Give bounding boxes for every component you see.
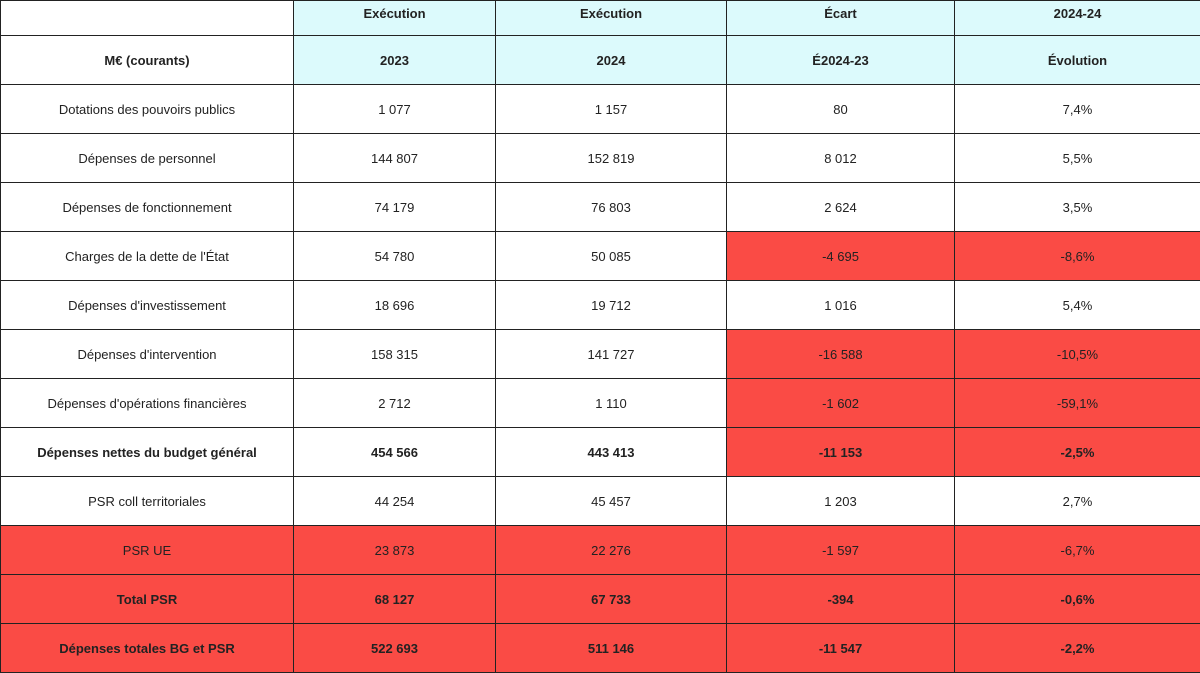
header-corner-cell xyxy=(1,1,294,36)
header-unit-label: M€ (courants) xyxy=(1,36,294,85)
row-label: Dépenses de personnel xyxy=(1,134,294,183)
table-row xyxy=(1,575,1200,624)
table-row xyxy=(1,428,1200,477)
value-2023: 522 693 xyxy=(294,624,496,673)
table-row xyxy=(1,624,1200,673)
header-year-2024: 2024 xyxy=(496,36,727,85)
value-evolution: -2,2% xyxy=(955,624,1200,673)
value-ecart: -11 153 xyxy=(727,428,955,477)
value-ecart: 1 203 xyxy=(727,477,955,526)
header-row-2 xyxy=(1,36,1200,85)
value-2024: 152 819 xyxy=(496,134,727,183)
value-2024: 19 712 xyxy=(496,281,727,330)
value-evolution: 3,5% xyxy=(955,183,1200,232)
value-ecart: -4 695 xyxy=(727,232,955,281)
value-ecart: -1 597 xyxy=(727,526,955,575)
value-ecart: -1 602 xyxy=(727,379,955,428)
row-label: Total PSR xyxy=(1,575,294,624)
value-evolution: 7,4% xyxy=(955,85,1200,134)
value-ecart: -16 588 xyxy=(727,330,955,379)
value-2024: 45 457 xyxy=(496,477,727,526)
header-ecart: Écart xyxy=(727,1,955,36)
value-evolution: -6,7% xyxy=(955,526,1200,575)
row-label: Dépenses d'investissement xyxy=(1,281,294,330)
value-2024: 511 146 xyxy=(496,624,727,673)
header-execution-2023: Exécution xyxy=(294,1,496,36)
table-row xyxy=(1,232,1200,281)
table-row xyxy=(1,183,1200,232)
value-evolution: 2,7% xyxy=(955,477,1200,526)
value-evolution: -59,1% xyxy=(955,379,1200,428)
value-2024: 443 413 xyxy=(496,428,727,477)
table-row xyxy=(1,281,1200,330)
table-body xyxy=(1,1,1200,673)
value-ecart: 2 624 xyxy=(727,183,955,232)
value-2024: 141 727 xyxy=(496,330,727,379)
value-2024: 50 085 xyxy=(496,232,727,281)
value-ecart: 1 016 xyxy=(727,281,955,330)
row-label: Charges de la dette de l'État xyxy=(1,232,294,281)
value-evolution: -0,6% xyxy=(955,575,1200,624)
row-label: Dépenses d'intervention xyxy=(1,330,294,379)
value-2023: 23 873 xyxy=(294,526,496,575)
value-ecart: 80 xyxy=(727,85,955,134)
table-row xyxy=(1,477,1200,526)
value-2023: 68 127 xyxy=(294,575,496,624)
row-label: Dépenses nettes du budget général xyxy=(1,428,294,477)
row-label: Dotations des pouvoirs publics xyxy=(1,85,294,134)
row-label: Dépenses de fonctionnement xyxy=(1,183,294,232)
value-2024: 76 803 xyxy=(496,183,727,232)
row-label: Dépenses d'opérations financières xyxy=(1,379,294,428)
value-evolution: -10,5% xyxy=(955,330,1200,379)
value-2024: 22 276 xyxy=(496,526,727,575)
header-ecart-label: É2024-23 xyxy=(727,36,955,85)
value-2023: 158 315 xyxy=(294,330,496,379)
value-2023: 144 807 xyxy=(294,134,496,183)
row-label: Dépenses totales BG et PSR xyxy=(1,624,294,673)
value-ecart: 8 012 xyxy=(727,134,955,183)
value-2024: 67 733 xyxy=(496,575,727,624)
value-2023: 18 696 xyxy=(294,281,496,330)
table-row xyxy=(1,134,1200,183)
row-label: PSR UE xyxy=(1,526,294,575)
value-evolution: -2,5% xyxy=(955,428,1200,477)
table-row xyxy=(1,85,1200,134)
header-execution-2024: Exécution xyxy=(496,1,727,36)
value-evolution: 5,4% xyxy=(955,281,1200,330)
header-row-1 xyxy=(1,1,1200,36)
value-evolution: 5,5% xyxy=(955,134,1200,183)
value-2023: 454 566 xyxy=(294,428,496,477)
header-evolution: Évolution xyxy=(955,36,1200,85)
value-2024: 1 157 xyxy=(496,85,727,134)
value-2024: 1 110 xyxy=(496,379,727,428)
header-2024-24: 2024-24 xyxy=(955,1,1200,36)
table-row xyxy=(1,526,1200,575)
header-year-2023: 2023 xyxy=(294,36,496,85)
value-evolution: -8,6% xyxy=(955,232,1200,281)
value-ecart: -394 xyxy=(727,575,955,624)
table-row xyxy=(1,330,1200,379)
value-2023: 2 712 xyxy=(294,379,496,428)
value-2023: 74 179 xyxy=(294,183,496,232)
table-row xyxy=(1,379,1200,428)
row-label: PSR coll territoriales xyxy=(1,477,294,526)
value-2023: 1 077 xyxy=(294,85,496,134)
value-2023: 44 254 xyxy=(294,477,496,526)
value-ecart: -11 547 xyxy=(727,624,955,673)
value-2023: 54 780 xyxy=(294,232,496,281)
